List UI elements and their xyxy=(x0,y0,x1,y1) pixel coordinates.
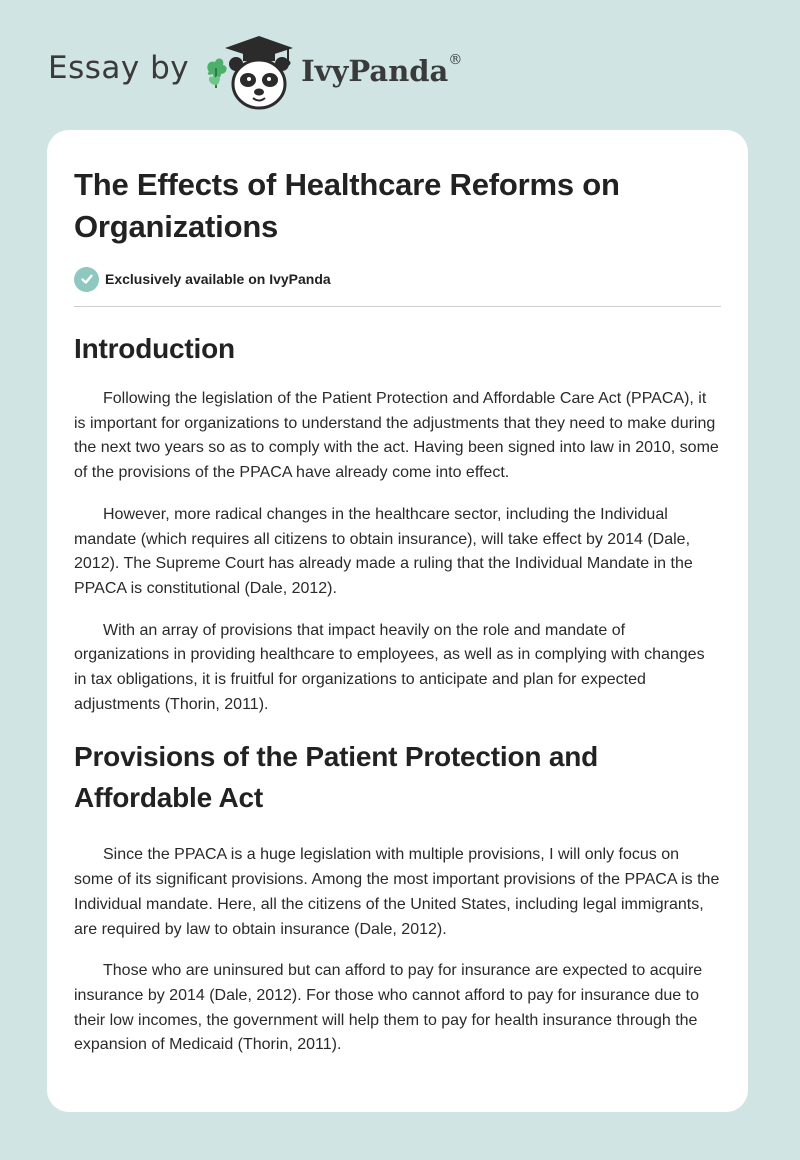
article-title: The Effects of Healthcare Reforms on Organizations xyxy=(74,167,620,244)
essay-by-label: Essay by xyxy=(48,50,190,86)
section-heading-introduction: Introduction xyxy=(74,333,235,364)
paragraph: Since the PPACA is a huge legislation with multiple provisions, I will only focus on some of its significant provisions. Among the most important provisions of the PPACA is the Individual mandate. Here, all the citizens of the United States, including legal immigrants, are required by law to obtain insurance (Dale, 2012). xyxy=(74,846,720,938)
paragraph: With an array of provisions that impact heavily on the role and mandate of organizations in providing healthcare to employees, as well as in complying with changes in tax obligations, it is fruitful for organizations to anticipate and plan for expected adjustments (Thorin, 2011). xyxy=(74,621,705,713)
paragraph: However, more radical changes in the healthcare sector, including the Individual mandate (which requires all citizens to obtain insurance), will take effect by 2014 (Dale, 2012). The Supreme Court has already made a ruling that the Individual Mandate in the PPACA is constitutional (Dale, 2012). xyxy=(74,505,693,597)
article-card xyxy=(47,130,748,1112)
paragraph: Those who are uninsured but can afford to pay for insurance are expected to acquire insurance by 2014 (Dale, 2012). For those who cannot afford to pay for insurance due to their low incomes, the government will help them to pay for health insurance through the expansion of Medicaid (Thorin, 2011). xyxy=(74,962,703,1054)
paragraph: Following the legislation of the Patient Protection and Affordable Care Act (PPACA), it is important for organizations to understand the adjustments that they need to make during the next two years so as to comply with the act. Having been signed into law in 2010, some of the provisions of the PPACA have already come into effect. xyxy=(74,390,719,482)
site-header xyxy=(48,32,462,112)
registered-mark: ® xyxy=(448,52,463,69)
section-heading-provisions: Provisions of the Patient Protection and Affordable Act xyxy=(74,741,599,814)
panda-logo-icon[interactable] xyxy=(203,32,299,112)
exclusive-text: Exclusively available on IvyPanda xyxy=(105,271,331,287)
ivy-leaf-icon xyxy=(207,58,226,88)
divider xyxy=(74,306,721,307)
exclusive-badge xyxy=(74,266,721,292)
brand-name[interactable]: IvyPanda® xyxy=(301,52,463,88)
check-icon xyxy=(74,267,99,292)
